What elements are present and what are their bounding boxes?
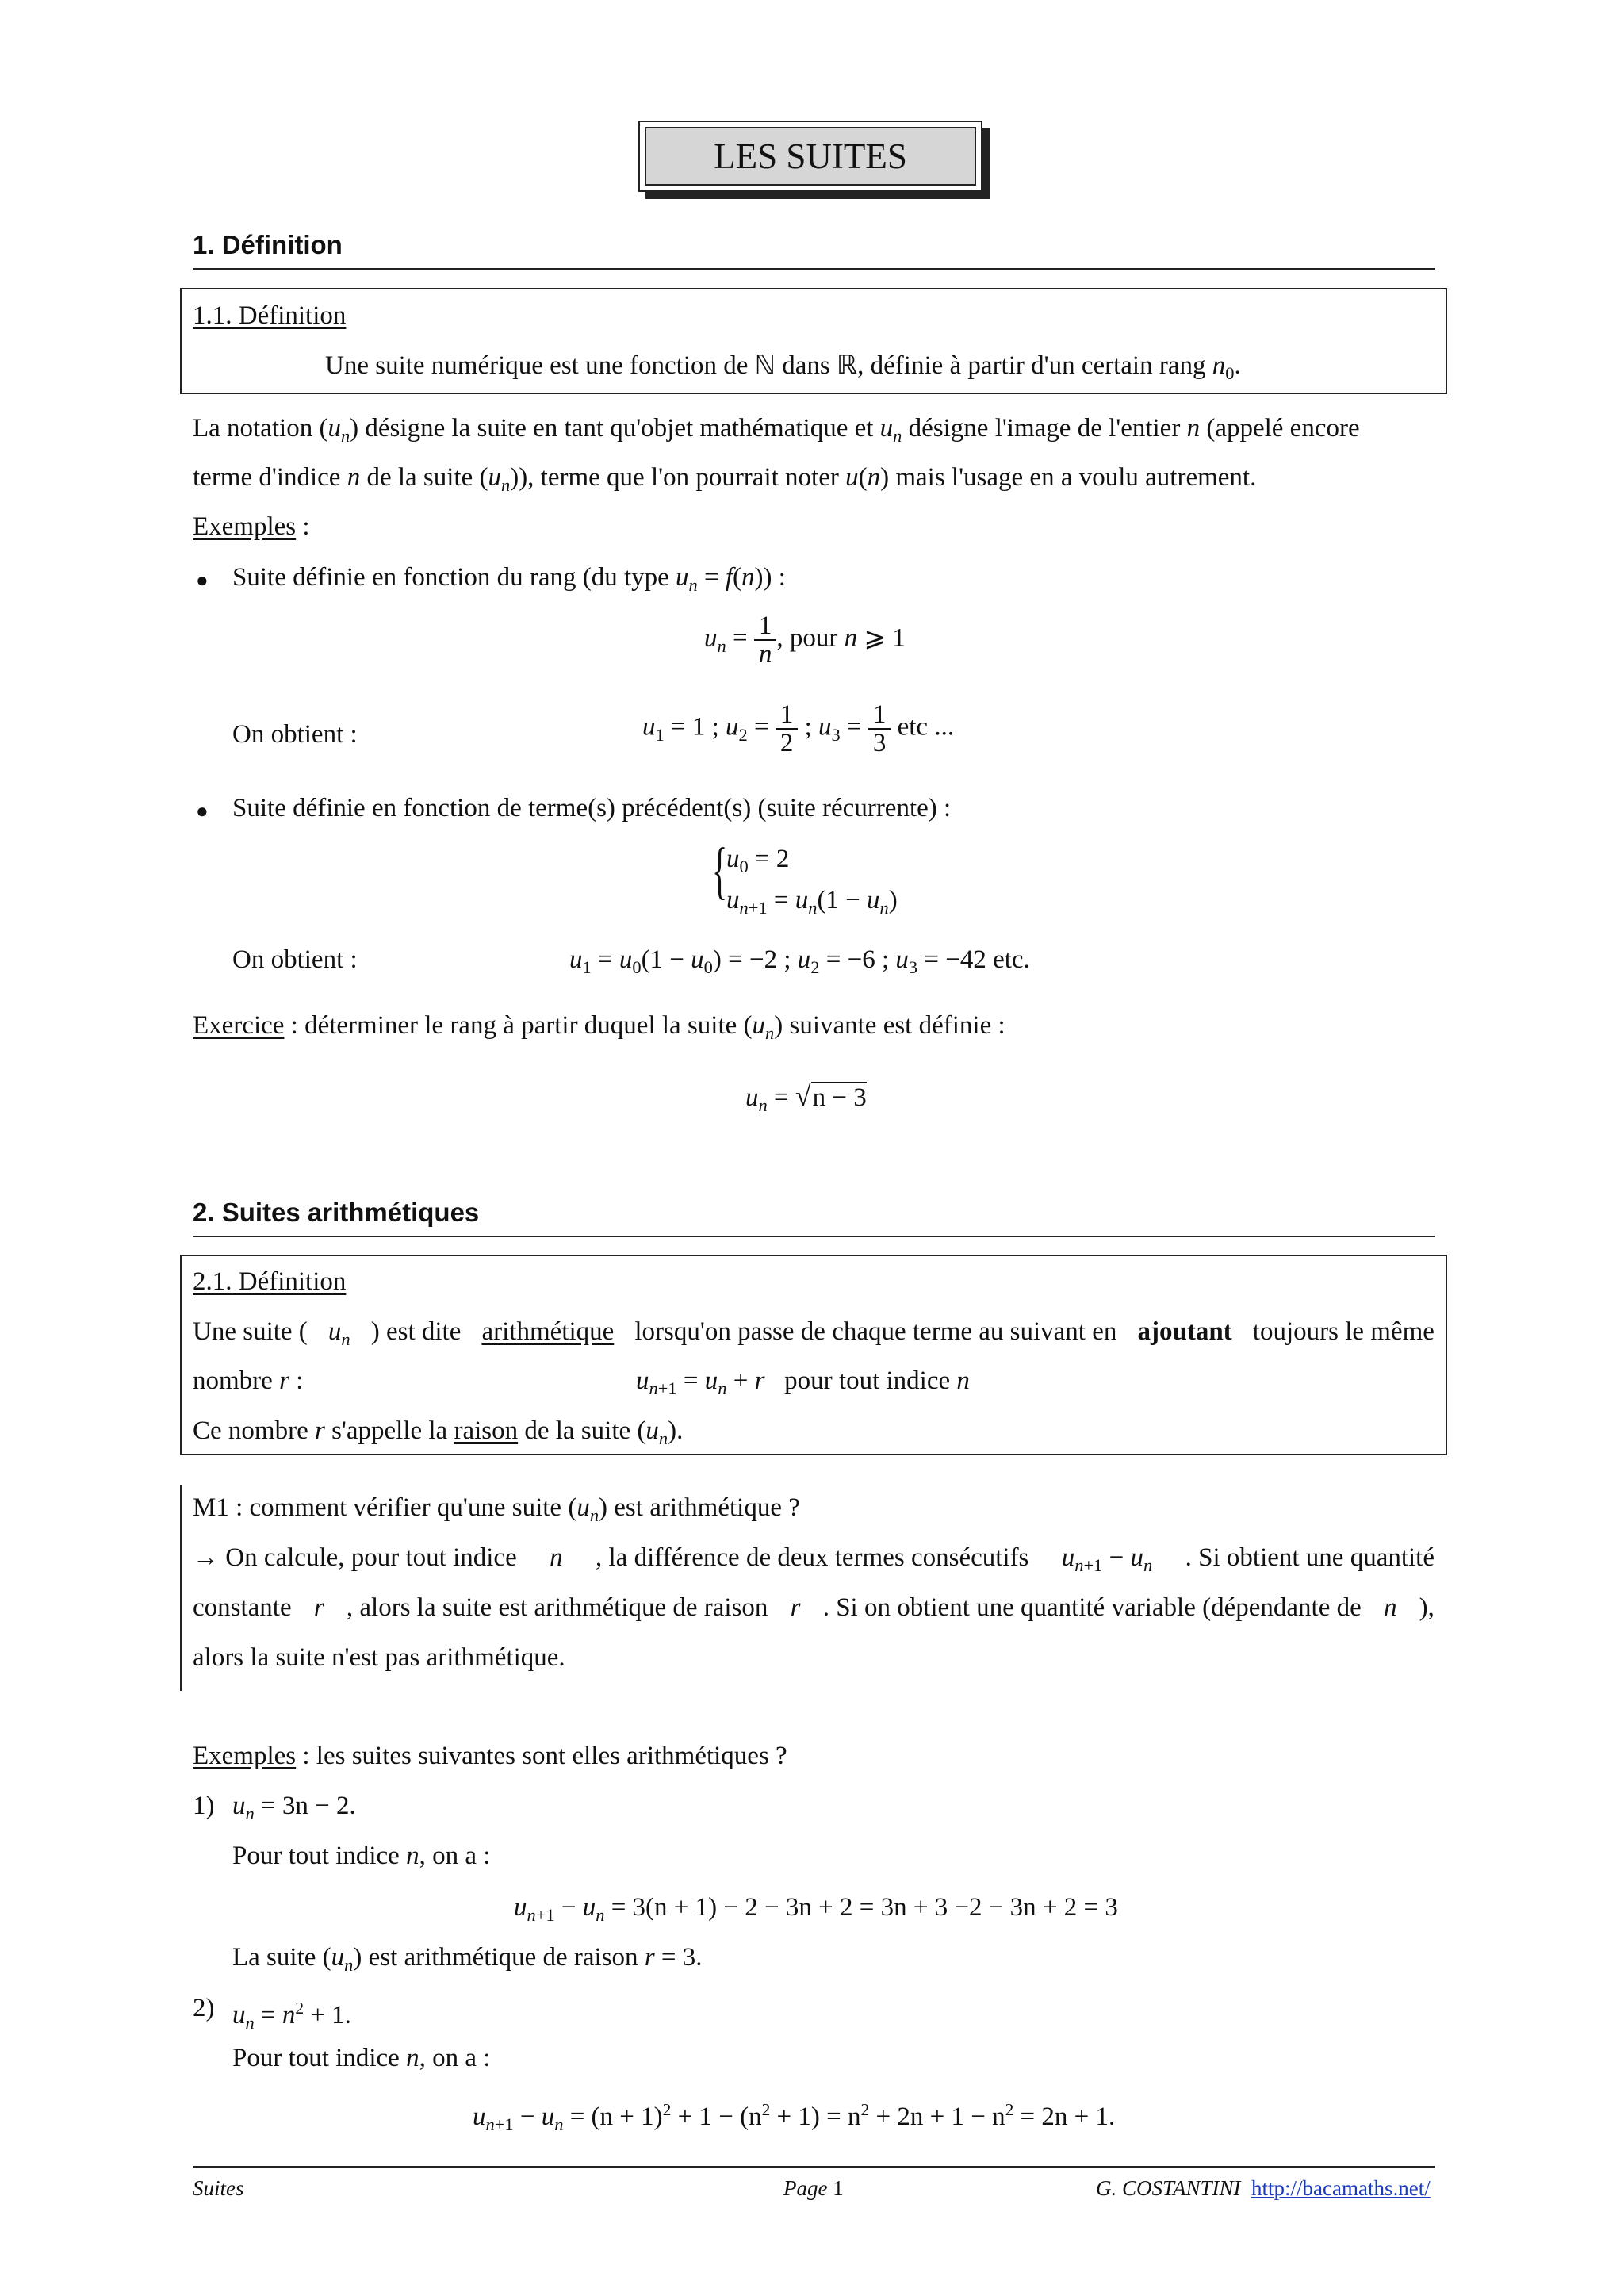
obtient-1-values: $u_1 = 1$ ; $u_2$ = $\frac{1}{2}$ ; $u_3$ = $\frac{1}{3}$ etc ... [642, 700, 955, 757]
example-2-calculation: $u_{n+1} - u_n = (n + 1)^2 + 1 - (n^2 + 1) = n^2 + 2n + 1 - n^2 = 2n + 1$. [473, 2100, 1116, 2134]
example-2-intro: Pour tout indice n, on a : [232, 2044, 491, 2072]
system-line-1: $u_0 = 2$ [726, 845, 790, 877]
footer-left: Suites [193, 2176, 244, 2200]
box-heading-1-1: 1.1. Définition [193, 301, 347, 330]
example-1-formula: $u_n = 3n - 2$. [232, 1792, 356, 1824]
example-1-number: 1) [193, 1792, 215, 1820]
section-2-rule [193, 1236, 1435, 1237]
examples-2-label: Exemples : les suites suivantes sont elles arithmétiques ? [193, 1742, 787, 1770]
obtient-2-values: $u_1 = u_0(1 - u_0) = -2$ ; $u_2 = -6$ ; $u_3 = -42$ etc. [569, 945, 1030, 978]
footer-page: Page 1 [783, 2176, 844, 2200]
example-2-number: 2) [193, 1994, 215, 2022]
definition-2-line-1: Une suite ( $u_n$ ) est dite arithmétique lorsqu'on passe de chaque terme au suivant en ajoutant toujours le même [193, 1317, 1434, 1350]
notation-line-1: La notation $(u_n)$ désigne la suite en tant qu'objet mathématique et $u_n$ désigne l'image de l'entier n (appelé encore [193, 414, 1360, 447]
bullet-2-text: Suite définie en fonction de terme(s) précédent(s) (suite récurrente) : [232, 794, 952, 822]
formula-un-1-over-n: $u_n$ = $\frac{1}{n}$ , pour n ⩾ 1 [704, 611, 906, 669]
bullet-icon: ● [196, 569, 209, 592]
bullet-icon: ● [196, 799, 209, 822]
page-title: LES SUITES [645, 127, 976, 186]
section-1-rule [193, 268, 1435, 270]
definition-2-line-3: Ce nombre r s'appelle la raison de la suite $(u_n)$. [193, 1416, 684, 1449]
section-2-heading: 2. Suites arithmétiques [193, 1198, 480, 1227]
method-m1-title: M1 : comment vérifier qu'une suite $(u_n)$ est arithmétique ? [193, 1493, 800, 1526]
exercise-formula: $u_n = √n - 3$ [745, 1080, 867, 1116]
bullet-1-text: Suite définie en fonction du rang (du type $u_n = f(n)$) : [232, 563, 786, 596]
section-1-heading: 1. Définition [193, 230, 343, 259]
notation-line-2: terme d'indice n de la suite $(u_n)$), terme que l'on pourrait noter u(n) mais l'usage en a voulu autrement. [193, 463, 1257, 496]
title-box [638, 121, 982, 192]
footer-link[interactable]: http://bacamaths.net/ [1251, 2176, 1431, 2200]
definition-2-line-2: nombre r : [193, 1366, 304, 1395]
footer-right: G. COSTANTINI http://bacamaths.net/ [1096, 2176, 1431, 2200]
brace-symbol: { [712, 836, 728, 906]
method-margin-bar [180, 1485, 182, 1691]
definition-2-formula: $u_{n+1} = u_n + r$ pour tout indice n [636, 1366, 970, 1399]
system-line-2: $u_{n+1} = u_n(1 - u_n)$ [726, 886, 898, 918]
exercise-line: Exercice : déterminer le rang à partir duquel la suite $(u_n)$ suivante est définie : [193, 1011, 1005, 1044]
example-2-formula: $u_n = n^2 + 1$. [232, 1999, 351, 2033]
method-m1-line-2: → On calcule, pour tout indice n , la différence de deux termes consécutifs $u_{n+1} - u_n$ . Si obtient une quantité [193, 1543, 1434, 1576]
on-obtient-1: On obtient : [232, 720, 358, 749]
definition-text: Une suite numérique est une fonction de ℕ dans ℝ, définie à partir d'un certain rang $n_0$. [325, 351, 1241, 384]
box-heading-2-1: 2.1. Définition [193, 1267, 347, 1296]
on-obtient-2: On obtient : [232, 945, 358, 974]
example-1-conclusion: La suite $(u_n)$ est arithmétique de raison r = 3. [232, 1943, 703, 1976]
method-m1-line-3: constante r , alors la suite est arithmétique de raison r . Si on obtient une quantité variable (dépendante de n ), [193, 1593, 1434, 1622]
method-m1-line-4: alors la suite n'est pas arithmétique. [193, 1643, 565, 1672]
footer-rule [193, 2166, 1435, 2168]
examples-label: Exemples : [193, 512, 310, 541]
example-1-calculation: $u_{n+1} - u_n = 3(n + 1) - 2 - 3n + 2 = 3n + 3 -2 - 3n + 2 = 3$ [514, 1893, 1118, 1926]
example-1-intro: Pour tout indice n, on a : [232, 1842, 491, 1870]
